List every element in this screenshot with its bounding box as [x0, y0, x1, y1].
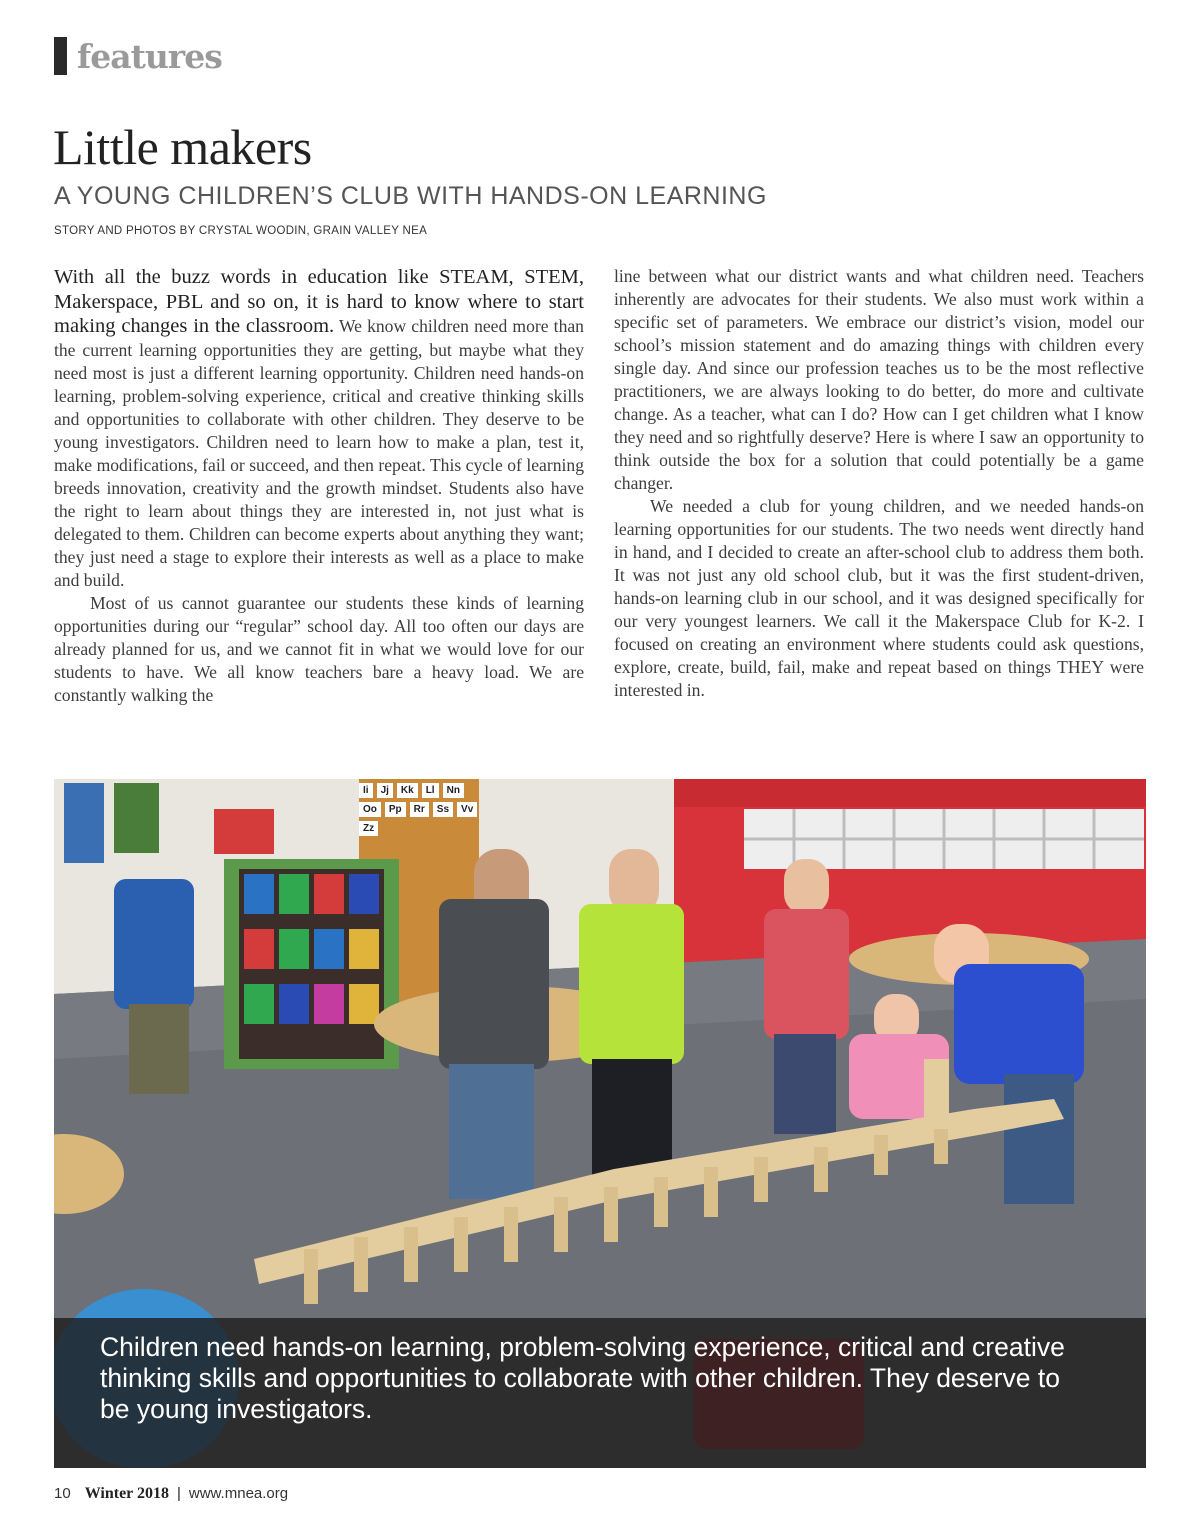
- caption-band: [54, 1318, 1146, 1468]
- article-byline: STORY AND PHOTOS BY CRYSTAL WOODIN, GRAIN VALLEY NEA: [54, 225, 428, 237]
- footer-separator: |: [176, 1485, 181, 1502]
- letter-card: Zz: [359, 821, 378, 836]
- paragraph-1: [54, 265, 584, 592]
- photo-caption: Children need hands-on learning, problem-solving experience, critical and creative thinking skills and opportunities to collaborate with other children. They deserve to be young investigators.: [100, 1332, 1065, 1424]
- column-left: [54, 265, 584, 707]
- letter-card: Ss: [433, 802, 453, 817]
- section-tag: [54, 36, 222, 76]
- section-bar: [54, 37, 67, 75]
- page-number: 10: [54, 1485, 71, 1502]
- article-title: Little makers: [53, 119, 312, 175]
- lead-sentence: With all the buzz words in education like STEAM, STEM, Makerspace, PBL and so on, it is hard to know where to start making changes in the classroom.: [54, 266, 584, 337]
- paragraph-2-start: Most of us cannot guarantee our students these kinds of learning opportunities during our “regular” school day. All too often our days are already planned for us, and we cannot fit in what we would love for our students to have. We all know teachers bare a heavy load. We are constantly walking the: [54, 592, 584, 705]
- classroom-photo: [54, 779, 1146, 1468]
- section-label: features: [77, 36, 222, 76]
- page-footer: [54, 1485, 288, 1503]
- letter-card: Oo: [359, 802, 381, 817]
- paragraph-1-body: We know children need more than the current learning opportunities they are getting, but maybe what they need most is just a different learning opportunity. Children need hands-on learning, problem-solving experience, critical and creative thinking skills and opportunities to collaborate with other children. They deserve to be young investigators. Children need to learn how to make a plan, test it, make modifications, fail or succeed, and then repeat. This cycle of learning breeds innovation, creativity and the growth mindset. Students also have the right to learn about things they are interested in, not just what is delegated to them. Children can become experts about anything they want; they just need a stage to explore their interests as well as a place to make and build.: [54, 316, 584, 590]
- wall-letter-cards: [359, 783, 479, 836]
- issue-label: Winter 2018: [84, 1485, 169, 1502]
- column-right: [614, 265, 1144, 702]
- letter-card: Vv: [457, 802, 477, 817]
- letter-card: Ll: [422, 783, 439, 798]
- letter-card: Pp: [385, 802, 406, 817]
- letter-card: Ii: [359, 783, 373, 798]
- paragraph-2-continued: line between what our district wants and what children need. Teachers inherently are advocates for their students. We also must work within a specific set of parameters. We embrace our district’s vision, model our school’s mission statement and do amazing things with children every single day. And since our profession teaches us to be the most reflective practitioners, we are always looking to do better, do more and cultivate change. As a teacher, what can I do? How can I get children what I know they need and so rightfully deserve? Here is where I saw an opportunity to think outside the box for a solution that could potentially be a game changer.: [614, 266, 1144, 493]
- letter-card: Nn: [443, 783, 464, 798]
- article-subtitle: A YOUNG CHILDREN’S CLUB WITH HANDS-ON LEARNING: [54, 182, 767, 210]
- website-link[interactable]: www.mnea.org: [188, 1485, 289, 1502]
- letter-card: Rr: [410, 802, 429, 817]
- paragraph-3: We needed a club for young children, and we needed hands-on learning opportunities for our students. The two needs went directly hand in hand, and I decided to create an after-school club to address them both. It was not just any old school club, but it was the first student-driven, hands-on learning club in our school, and it was designed specifically for our very youngest learners. We call it the Makerspace Club for K-2. I focused on creating an environment where students could ask questions, explore, create, build, fail, make and repeat based on things THEY were interested in.: [614, 496, 1144, 700]
- letter-card: Kk: [397, 783, 418, 798]
- letter-card: Jj: [377, 783, 393, 798]
